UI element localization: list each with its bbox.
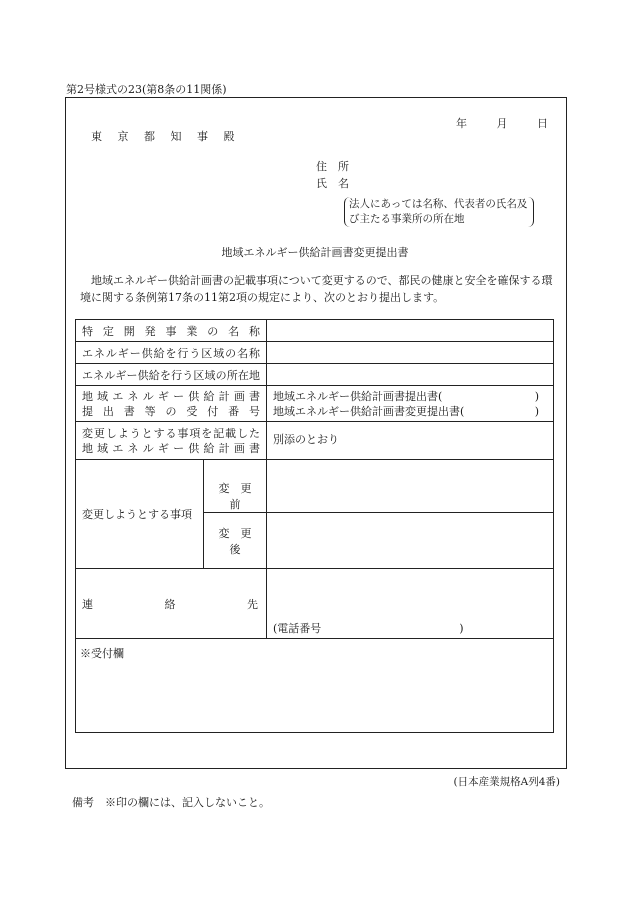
table-row xyxy=(76,569,554,639)
table-row xyxy=(76,639,554,733)
area-name-value[interactable] xyxy=(267,342,554,364)
address-label: 住 所 xyxy=(316,160,349,173)
date-line xyxy=(456,115,548,131)
after-label: 変 更 後 xyxy=(204,513,267,569)
plan-document-label: 変更しようとする事項を記載した 地域エネルギー供給計画書 xyxy=(76,422,267,460)
project-name-value[interactable] xyxy=(267,320,554,342)
phone-label: (電話番号 xyxy=(273,622,322,635)
corporate-note: 法人にあっては名称、代表者の氏名及び主たる事業所の所在地 xyxy=(344,197,534,227)
name-label: 氏 名 xyxy=(316,177,349,190)
receipt-number-value[interactable]: 地域エネルギー供給計画書提出書( ) 地域エネルギー供給計画書変更提出書( ) xyxy=(267,386,554,422)
table-row xyxy=(76,422,554,460)
document-title: 地域エネルギー供給計画書変更提出書 xyxy=(221,246,409,259)
table-row xyxy=(76,460,554,513)
after-value[interactable] xyxy=(267,513,554,569)
table-row xyxy=(76,342,554,364)
remarks-box xyxy=(76,639,554,733)
before-value[interactable] xyxy=(267,460,554,513)
day-label: 日 xyxy=(537,117,548,130)
month-label: 月 xyxy=(496,117,508,130)
contact-value[interactable]: (電話番号 ) xyxy=(267,569,554,639)
remarks-note: 備考 ※印の欄には、記入しないこと。 xyxy=(72,796,270,809)
area-name-label: エネルギー供給を行う区域の名称 xyxy=(76,342,267,364)
before-label: 変 更 前 xyxy=(204,460,267,513)
body-text: 地域エネルギー供給計画書の記載事項について変更するので、都民の健康と安全を確保する環境に関する条例第17条の11第2項の規定により、次のとおり提出します。 xyxy=(80,274,553,304)
receipt-number-label: 地域エネルギー供給計画書 提出書等の受付番号 xyxy=(76,386,267,422)
contact-label: 連絡先 xyxy=(76,569,267,639)
jis-note: (日本産業規格A列4番) xyxy=(453,776,560,788)
table-row xyxy=(76,320,554,342)
area-location-value[interactable] xyxy=(267,364,554,386)
remarks-label: ※受付欄 xyxy=(80,647,124,660)
table-row xyxy=(76,364,554,386)
table-row xyxy=(76,386,554,422)
year-label: 年 xyxy=(456,117,467,130)
plan-document-value: 別添のとおり xyxy=(267,422,554,460)
form-table xyxy=(75,319,554,733)
addressee: 東 京 都 知 事 殿 xyxy=(91,130,241,143)
project-name-label: 特定開発事業の名称 xyxy=(76,320,267,342)
area-location-label: エネルギー供給を行う区域の所在地 xyxy=(76,364,267,386)
form-number: 第2号様式の23(第8条の11関係) xyxy=(66,83,227,96)
change-items-label: 変更しようとする事項 xyxy=(76,460,204,569)
